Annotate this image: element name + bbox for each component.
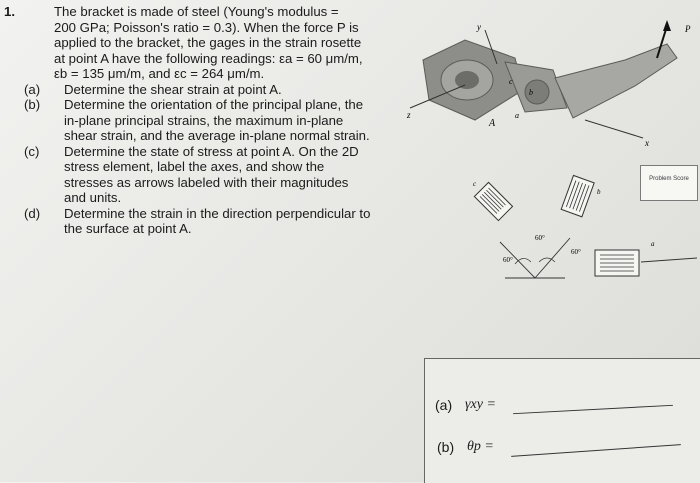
problem-score-box bbox=[640, 165, 698, 201]
gage-b bbox=[561, 175, 594, 216]
part-c-line-4: and units. bbox=[64, 190, 122, 205]
problem-parts bbox=[24, 82, 404, 237]
angle-label-3: 60° bbox=[571, 248, 581, 256]
part-d-line-1: Determine the strain in the direction perpendicular to bbox=[64, 205, 371, 221]
x-axis bbox=[585, 120, 643, 138]
z-axis-label: z bbox=[407, 110, 411, 120]
part-c-line-3: stresses as arrows labeled with their magnitudes bbox=[64, 174, 349, 190]
part-c-label: (c) bbox=[24, 143, 40, 159]
part-a bbox=[24, 82, 404, 98]
bracket-figure bbox=[405, 0, 700, 300]
gage-c bbox=[474, 182, 512, 220]
bracket-gage-a-label: a bbox=[515, 111, 519, 120]
gage-c-label: c bbox=[473, 180, 477, 188]
part-c-line-1: Determine the state of stress at point A. On the 2D bbox=[64, 143, 359, 159]
part-d-line-2: the surface at point A. bbox=[64, 221, 192, 236]
part-b bbox=[24, 97, 404, 144]
answer-b-symbol: θp = bbox=[467, 439, 494, 454]
force-label: P bbox=[685, 24, 691, 34]
answer-a-line[interactable] bbox=[513, 405, 673, 414]
answer-a-symbol: γxy = bbox=[465, 397, 496, 412]
y-axis-label: y bbox=[477, 22, 481, 32]
x-axis-label: x bbox=[645, 138, 649, 148]
part-c-line-2: stress element, label the axes, and show the bbox=[64, 159, 325, 174]
part-c bbox=[24, 144, 404, 206]
bracket-gage-c-label: c bbox=[509, 77, 513, 86]
answer-b-line[interactable] bbox=[511, 444, 681, 457]
bracket-gage-b-label: b bbox=[529, 88, 533, 97]
problem-text bbox=[4, 4, 404, 237]
problem-line-4: at point A have the following readings: εa = 60 μm/m, bbox=[54, 50, 363, 66]
part-d-label: (d) bbox=[24, 205, 41, 221]
problem-line-5: εb = 135 μm/m, and εc = 264 μm/m. bbox=[54, 66, 265, 81]
problem-line-3: applied to the bracket, the gages in the strain rosette bbox=[54, 35, 362, 50]
part-a-label: (a) bbox=[24, 81, 41, 97]
problem-number: 1. bbox=[4, 4, 15, 19]
angle-label-2: 60° bbox=[535, 234, 545, 242]
answer-box bbox=[424, 358, 700, 483]
gage-a-direction bbox=[641, 258, 697, 262]
problem-line-1: The bracket is made of steel (Young's modulus = bbox=[54, 4, 339, 19]
problem-score-label: Problem Score bbox=[649, 176, 689, 182]
answer-a-label: (a) bbox=[435, 397, 453, 413]
gage-b-label: b bbox=[597, 188, 601, 196]
force-arrowhead bbox=[663, 20, 671, 31]
bracket-illustration bbox=[423, 40, 677, 120]
angle-label-1: 60° bbox=[503, 256, 513, 264]
part-b-label: (b) bbox=[24, 97, 41, 112]
gage-a bbox=[595, 250, 639, 276]
part-b-line-3: shear strain, and the average in-plane normal strain. bbox=[64, 128, 370, 143]
gage-a-label: a bbox=[651, 240, 655, 248]
part-b-line-1: Determine the orientation of the principal plane, the bbox=[64, 97, 364, 112]
answer-b-label: (b) bbox=[437, 439, 455, 455]
part-a-line-1: Determine the shear strain at point A. bbox=[64, 81, 282, 97]
problem-line-2: 200 GPa; Poisson's ratio = 0.3). When the force P is bbox=[54, 19, 359, 35]
part-d bbox=[24, 206, 404, 237]
point-a-label: A bbox=[489, 118, 496, 129]
part-b-line-2: in-plane principal strains, the maximum in-plane bbox=[64, 112, 344, 128]
